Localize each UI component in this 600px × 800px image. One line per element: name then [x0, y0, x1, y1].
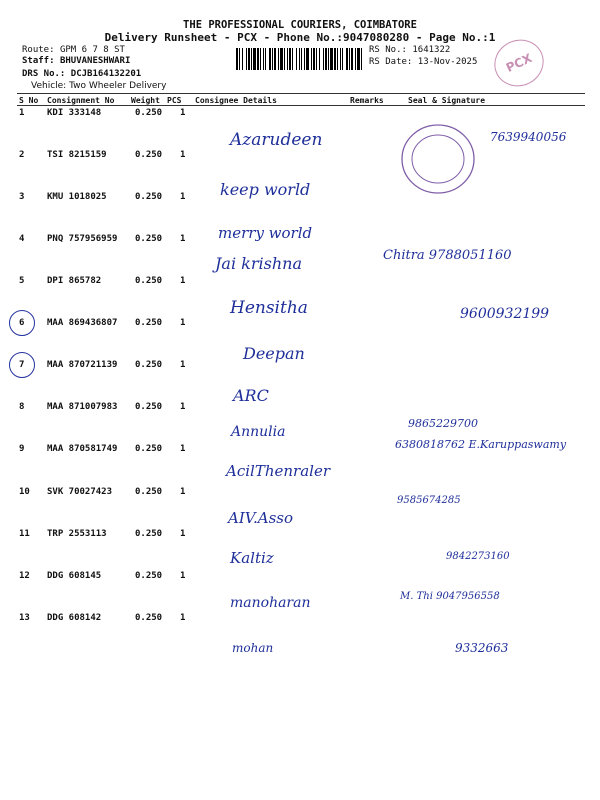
rs-date-value: 13-Nov-2025 [417, 57, 478, 67]
rs-no-value: 1641322 [412, 45, 451, 55]
route-value: GPM 6 7 8 ST [59, 45, 125, 55]
col-header-consignment: Consignment No [47, 96, 115, 105]
row-weight: 0.250 [135, 150, 163, 160]
handwritten-consignee: Hensitha [230, 298, 308, 318]
col-header-pcs: PCS [167, 96, 182, 105]
handwritten-signature-note: 7639940056 [490, 130, 567, 144]
handwritten-signature-note: 9865229700 [408, 417, 478, 430]
row-sno: 5 [19, 276, 25, 286]
handwritten-consignee: Jai krishna [215, 254, 302, 273]
col-header-signature: Seal & Signature [408, 96, 486, 105]
row-sno: 13 [19, 613, 30, 623]
handwritten-consignee: Deepan [243, 344, 305, 363]
row-pcs: 1 [180, 360, 186, 370]
row-weight: 0.250 [135, 276, 163, 286]
row-consignment-no: KMU 1018025 [47, 192, 107, 202]
rs-date-label: RS Date: [369, 57, 413, 67]
row-pcs: 1 [180, 444, 186, 454]
row-pcs: 1 [180, 318, 186, 328]
row-weight: 0.250 [135, 318, 163, 328]
handwritten-consignee: AcilThenraler [226, 462, 330, 480]
page-subtitle: Delivery Runsheet - PCX - Phone No.:9047080280 - Page No.:1 [104, 31, 496, 44]
col-header-remarks: Remarks [350, 96, 384, 105]
table-row [0, 438, 600, 484]
header-rule-bottom [17, 105, 585, 106]
row-consignment-no: MAA 869436807 [47, 318, 118, 328]
handwritten-consignee: Azarudeen [230, 130, 323, 150]
staff-line [22, 56, 130, 66]
col-header-sno: S No [19, 96, 39, 105]
row-consignment-no: SVK 70027423 [47, 487, 113, 497]
row-weight: 0.250 [135, 360, 163, 370]
row-consignment-no: MAA 870721139 [47, 360, 118, 370]
row-consignment-no: MAA 871007983 [47, 402, 118, 412]
row-weight: 0.250 [135, 234, 163, 244]
row-sno: 8 [19, 402, 25, 412]
rs-date-line [369, 57, 477, 67]
table-row [0, 276, 600, 322]
row-sno: 3 [19, 192, 25, 202]
row-consignment-no: DDG 608142 [47, 613, 102, 623]
row-sno: 12 [19, 571, 30, 581]
row-sno: 6 [19, 318, 25, 328]
handwritten-signature-note: 9842273160 [446, 551, 510, 562]
drs-value: DCJB164132201 [70, 69, 142, 79]
row-sno: 2 [19, 150, 25, 160]
round-office-stamp [398, 120, 478, 198]
row-sno: 1 [19, 108, 25, 118]
handwritten-consignee: merry world [218, 224, 313, 242]
handwritten-signature-note: 9332663 [455, 641, 509, 655]
row-weight: 0.250 [135, 444, 163, 454]
page-title: THE PROFESSIONAL COURIERS, COIMBATORE [183, 19, 417, 31]
row-pcs: 1 [180, 529, 186, 539]
row-weight: 0.250 [135, 613, 163, 623]
handwritten-consignee: ARC [233, 386, 269, 405]
row-pcs: 1 [180, 571, 186, 581]
row-consignment-no: KDI 333148 [47, 108, 102, 118]
row-consignment-no: TSI 8215159 [47, 150, 107, 160]
route-label: Route: [22, 45, 55, 55]
row-pcs: 1 [180, 192, 186, 202]
col-header-consignee: Consignee Details [195, 96, 277, 105]
row-weight: 0.250 [135, 192, 163, 202]
row-sno: 9 [19, 444, 25, 454]
circled-row-mark [9, 310, 35, 336]
col-header-weight: Weight [131, 96, 160, 105]
row-weight: 0.250 [135, 108, 163, 118]
pcx-stamp: PCX [487, 32, 552, 95]
vehicle-line [31, 81, 166, 91]
vehicle-value: Two Wheeler Delivery [69, 81, 167, 91]
table-row [0, 529, 600, 569]
row-pcs: 1 [180, 276, 186, 286]
row-weight: 0.250 [135, 529, 163, 539]
row-sno: 4 [19, 234, 25, 244]
table-row [0, 571, 600, 611]
row-weight: 0.250 [135, 487, 163, 497]
drs-line [22, 69, 141, 79]
handwritten-consignee: keep world [220, 180, 311, 199]
row-pcs: 1 [180, 487, 186, 497]
handwritten-consignee: mohan [232, 641, 274, 655]
row-consignment-no: DDG 608145 [47, 571, 102, 581]
row-consignment-no: TRP 2553113 [47, 529, 107, 539]
handwritten-signature-note: Chitra 9788051160 [383, 248, 512, 263]
row-pcs: 1 [180, 234, 186, 244]
table-row [0, 402, 600, 442]
table-row [0, 487, 600, 527]
table-row [0, 360, 600, 405]
row-consignment-no: MAA 870581749 [47, 444, 118, 454]
staff-label: Staff: [22, 56, 55, 66]
table-row [0, 108, 600, 148]
header-rule-top [17, 93, 585, 94]
table-row [0, 613, 600, 653]
vehicle-label: Vehicle: [31, 81, 67, 91]
row-consignment-no: DPI 865782 [47, 276, 102, 286]
handwritten-signature-note: M. Thi 9047956558 [400, 591, 500, 602]
table-row [0, 234, 600, 274]
rs-no-label: RS No.: [369, 45, 407, 55]
handwritten-consignee: AIV.Asso [228, 509, 293, 527]
barcode [236, 48, 364, 70]
handwritten-signature-note: 9600932199 [460, 306, 550, 322]
rs-no-line [369, 45, 450, 55]
route-line [22, 45, 125, 55]
handwritten-consignee: manoharan [230, 595, 311, 611]
row-weight: 0.250 [135, 571, 163, 581]
row-pcs: 1 [180, 613, 186, 623]
row-consignment-no: PNQ 757956959 [47, 234, 118, 244]
table-row [0, 318, 600, 363]
row-sno: 7 [19, 360, 25, 370]
row-pcs: 1 [180, 108, 186, 118]
row-sno: 11 [19, 529, 30, 539]
row-pcs: 1 [180, 402, 186, 412]
circled-row-mark [9, 352, 35, 378]
handwritten-consignee: Kaltiz [230, 549, 274, 567]
handwritten-signature-note: 6380818762 E.Karuppaswamy [395, 438, 567, 451]
handwritten-consignee: Annulia [231, 424, 286, 440]
staff-value: BHUVANESHWARI [59, 56, 131, 66]
handwritten-signature-note: 9585674285 [397, 495, 461, 506]
row-pcs: 1 [180, 150, 186, 160]
row-sno: 10 [19, 487, 30, 497]
drs-label: DRS No.: [22, 69, 66, 79]
row-weight: 0.250 [135, 402, 163, 412]
